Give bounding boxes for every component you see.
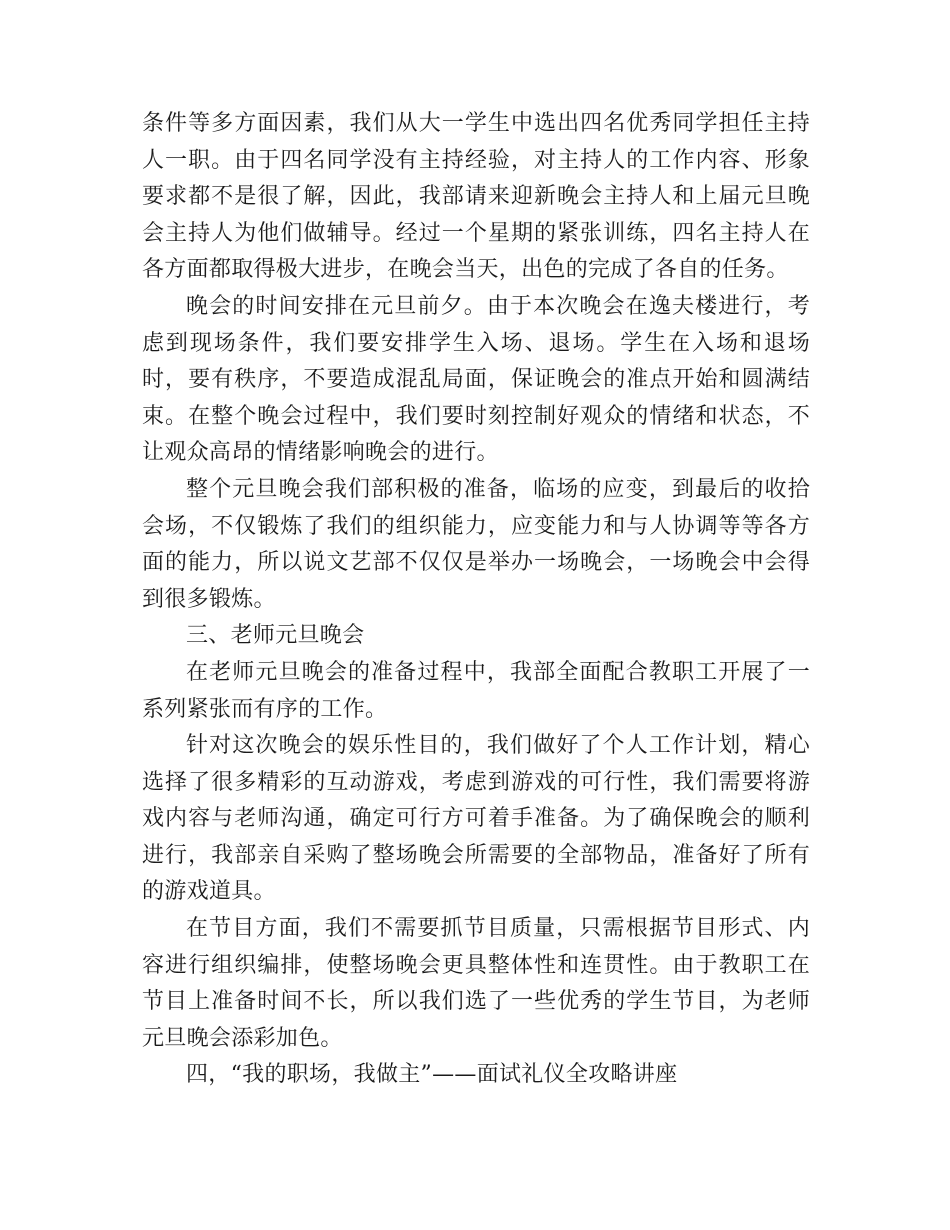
- section-heading-interview-lecture: 四，“我的职场，我做主”——面试礼仪全攻略讲座: [186, 1062, 678, 1088]
- section-heading-teacher-gala: 三、老师元旦晚会: [186, 623, 365, 649]
- paragraph-schedule: 晚会的时间安排在元旦前夕。由于本次晚会在逸夫楼进行，考虑到现场条件，我们要安排学生入场、退场。学生在入场和退场时，要有秩序，不要造成混乱局面，保证晚会的准点开始和圆满结束。在整个晚会过程中，我们要时刻控制好观众的情绪和状态，不让观众高昂的情绪影响晚会的进行。: [142, 293, 810, 466]
- paragraph-summary: 整个元旦晚会我们部积极的准备，临场的应变，到最后的收拾会场，不仅锻炼了我们的组织能力，应变能力和与人协调等等各方面的能力，所以说文艺部不仅仅是举办一场晚会，一场晚会中会得到很多锻炼。: [142, 476, 810, 612]
- paragraph-programs: 在节目方面，我们不需要抓节目质量，只需根据节目形式、内容进行组织编排，使整场晚会更具整体性和连贯性。由于教职工在节目上准备时间不长，所以我们选了一些优秀的学生节目，为老师元旦晚会添彩加色。: [142, 916, 810, 1051]
- document-body: [142, 106, 810, 1094]
- paragraph-teacher-prep: 在老师元旦晚会的准备过程中，我部全面配合教职工开展了一系列紧张而有序的工作。: [142, 659, 810, 722]
- paragraph-games: 针对这次晚会的娱乐性目的，我们做好了个人工作计划，精心选择了很多精彩的互动游戏，考虑到游戏的可行性，我们需要将游戏内容与老师沟通，确定可行方可着手准备。为了确保晚会的顺利进行，我部亲自采购了整场晚会所需要的全部物品，准备好了所有的游戏道具。: [142, 733, 810, 905]
- paragraph-continuation: 条件等多方面因素，我们从大一学生中选出四名优秀同学担任主持人一职。由于四名同学没有主持经验，对主持人的工作内容、形象要求都不是很了解，因此，我部请来迎新晚会主持人和上届元旦晚会主持人为他们做辅导。经过一个星期的紧张训练，四名主持人在各方面都取得极大进步，在晚会当天，出色的完成了各自的任务。: [142, 111, 810, 283]
